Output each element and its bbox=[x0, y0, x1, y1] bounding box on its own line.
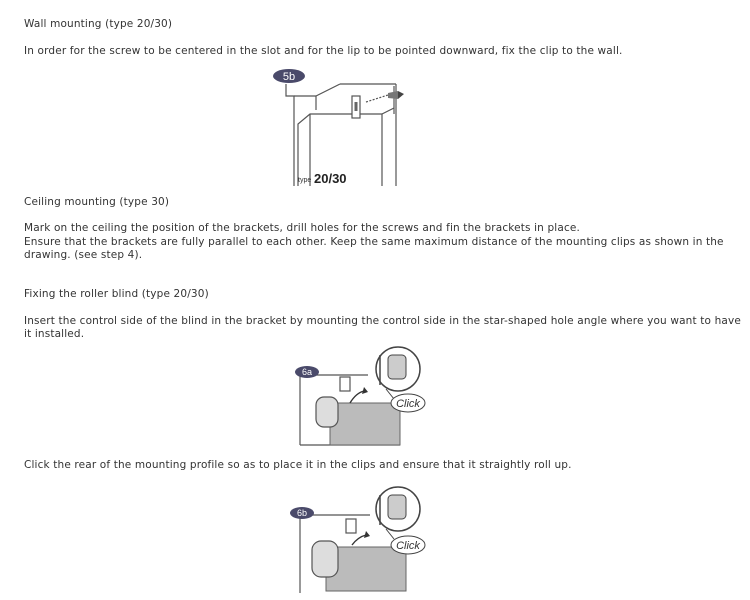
figure-5b-wall-clip bbox=[270, 68, 410, 190]
ceiling-mounting-text-2: Ensure that the brackets are fully parallel to each other. Keep the same maximum distance of the mounting clips as shown in the drawing. (see step 4). bbox=[24, 236, 724, 261]
click-label-6b: Click bbox=[396, 540, 420, 552]
ceiling-mounting-heading: Ceiling mounting (type 30) bbox=[24, 196, 170, 208]
step-badge-6a-label: 6a bbox=[301, 367, 313, 377]
wall-mounting-heading: Wall mounting (type 20/30) bbox=[24, 18, 173, 30]
step-badge-6a bbox=[295, 366, 319, 378]
fixing-roller-blind-text: Insert the control side of the blind in the bracket by mounting the control side in the star-shaped hole angle where you want to have it installed. bbox=[24, 315, 741, 340]
fixing-roller-blind-text-2: Click the rear of the mounting profile so as to place it in the clips and ensure that it straightly roll up. bbox=[24, 459, 572, 471]
click-callout-6a bbox=[391, 394, 425, 412]
figure-6b-click-profile bbox=[290, 485, 430, 595]
type-value-label: 20/30 bbox=[314, 171, 347, 186]
step-badge-5b bbox=[273, 69, 305, 83]
step-badge-6b-label: 6b bbox=[296, 508, 308, 518]
wall-mounting-text: In order for the screw to be centered in the slot and for the lip to be pointed downward, fix the clip to the wall. bbox=[24, 45, 623, 57]
type-prefix-label: type bbox=[298, 177, 312, 184]
step-badge-5b-label: 5b bbox=[282, 71, 296, 83]
figure-6a-control-side bbox=[290, 345, 430, 450]
step-badge-6b bbox=[290, 507, 314, 519]
ceiling-mounting-text-1: Mark on the ceiling the position of the brackets, drill holes for the screws and fin the brackets in place. bbox=[24, 222, 580, 234]
click-callout-6b bbox=[391, 536, 425, 554]
click-label-6a: Click bbox=[396, 398, 420, 410]
fixing-roller-blind-heading: Fixing the roller blind (type 20/30) bbox=[24, 288, 209, 300]
